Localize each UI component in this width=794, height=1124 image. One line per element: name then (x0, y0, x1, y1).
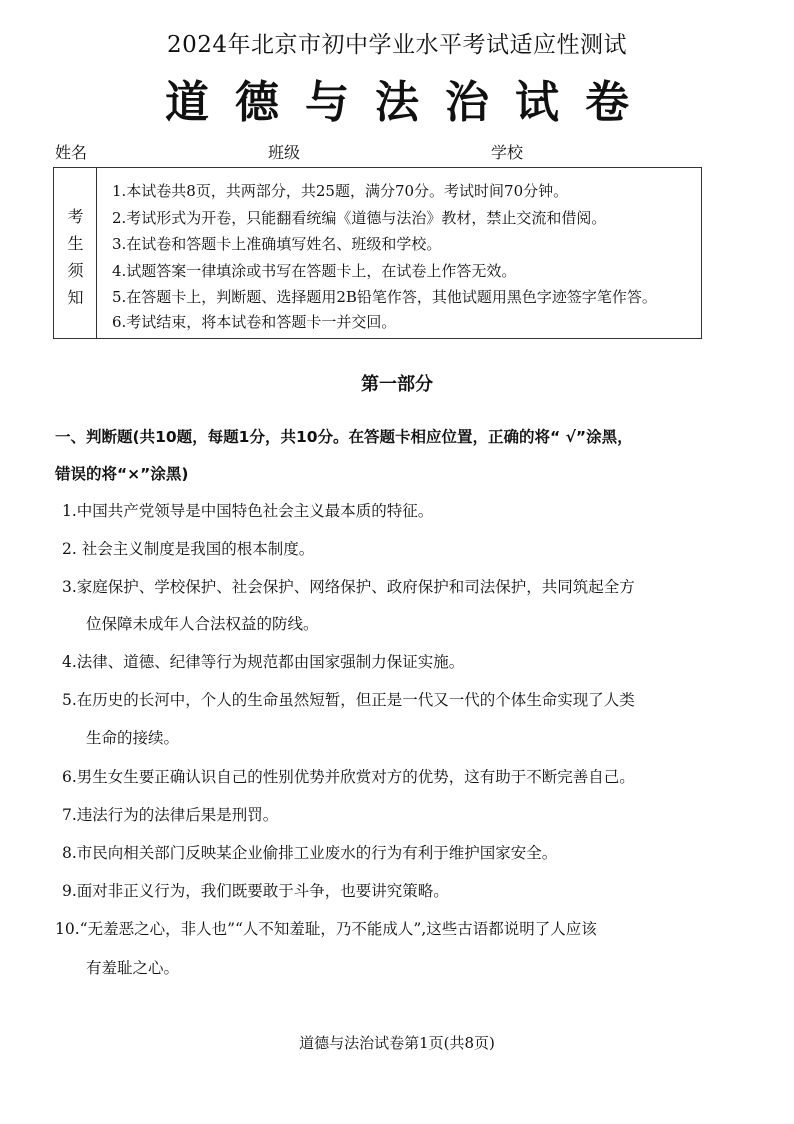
question-line: 1.中国共产党领导是中国特色社会主义最本质的特征。 (62, 502, 434, 520)
question-line: 8.市民向相关部门反映某企业偷排工业废水的行为有利于维护国家安全。 (62, 844, 558, 862)
notice-item: 4.试题答案一律填涂或书写在答题卡上，在试卷上作答无效。 (112, 262, 517, 280)
section-instruction: 错误的将“×”涂黑) (55, 465, 189, 483)
section-instruction: 一、判断题(共10题，每题1分，共10分。在答题卡相应位置，正确的将“ √”涂黑， (55, 428, 633, 446)
page-footer: 道德与法治试卷第1页(共8页) (299, 1034, 495, 1052)
question-line: 6.男生女生要正确认识自己的性别优势并欣赏对方的优势，这有助于不断完善自己。 (62, 768, 635, 786)
subject-title: 道德与法治试卷 (165, 77, 655, 128)
question-line: 10.“无羞恶之心，非人也”“人不知羞耻，乃不能成人”,这些古语都说明了人应该 (55, 920, 597, 938)
notice-item: 3.在试卷和答题卡上准确填写姓名、班级和学校。 (112, 235, 442, 253)
notice-heading-char: 知 (67, 288, 84, 307)
name-field-label: 姓名 (55, 143, 88, 162)
notice-heading-char: 考 (67, 207, 84, 226)
notice-item: 2.考试形式为开卷，只能翻看统编《道德与法治》教材，禁止交流和借阅。 (112, 209, 607, 227)
question-line: 9.面对非正义行为，我们既要敢于斗争，也要讲究策略。 (62, 882, 449, 900)
class-field-label: 班级 (268, 143, 301, 162)
exam-title: 2024年北京市初中学业水平考试适应性测试 (166, 32, 628, 58)
notice-item: 6.考试结束，将本试卷和答题卡一并交回。 (112, 313, 397, 331)
question-line: 3.家庭保护、学校保护、社会保护、网络保护、政府保护和司法保护，共同筑起全方 (62, 578, 635, 596)
question-line: 5.在历史的长河中，个人的生命虽然短暂，但正是一代又一代的个体生命实现了人类 (62, 691, 635, 709)
question-line: 7.违法行为的法律后果是刑罚。 (62, 806, 279, 824)
notice-heading-char: 须 (67, 261, 84, 280)
notice-item: 5.在答题卡上，判断题、选择题用2B铅笔作答，其他试题用黑色字迹签字笔作答。 (112, 288, 657, 306)
question-line: 生命的接续。 (86, 729, 180, 747)
school-field-label: 学校 (491, 143, 524, 162)
question-line: 位保障未成年人合法权益的防线。 (86, 615, 319, 633)
question-line: 4.法律、道德、纪律等行为规范都由国家强制力保证实施。 (62, 653, 465, 671)
part-title: 第一部分 (361, 374, 433, 395)
question-line: 有羞耻之心。 (86, 959, 180, 977)
notice-heading-column (54, 168, 97, 338)
notice-item: 1.本试卷共8页，共两部分，共25题，满分70分。考试时间70分钟。 (112, 182, 569, 200)
notice-heading-char: 生 (67, 234, 84, 253)
question-line: 2. 社会主义制度是我国的根本制度。 (62, 540, 315, 558)
exam-notice-box (53, 167, 702, 339)
